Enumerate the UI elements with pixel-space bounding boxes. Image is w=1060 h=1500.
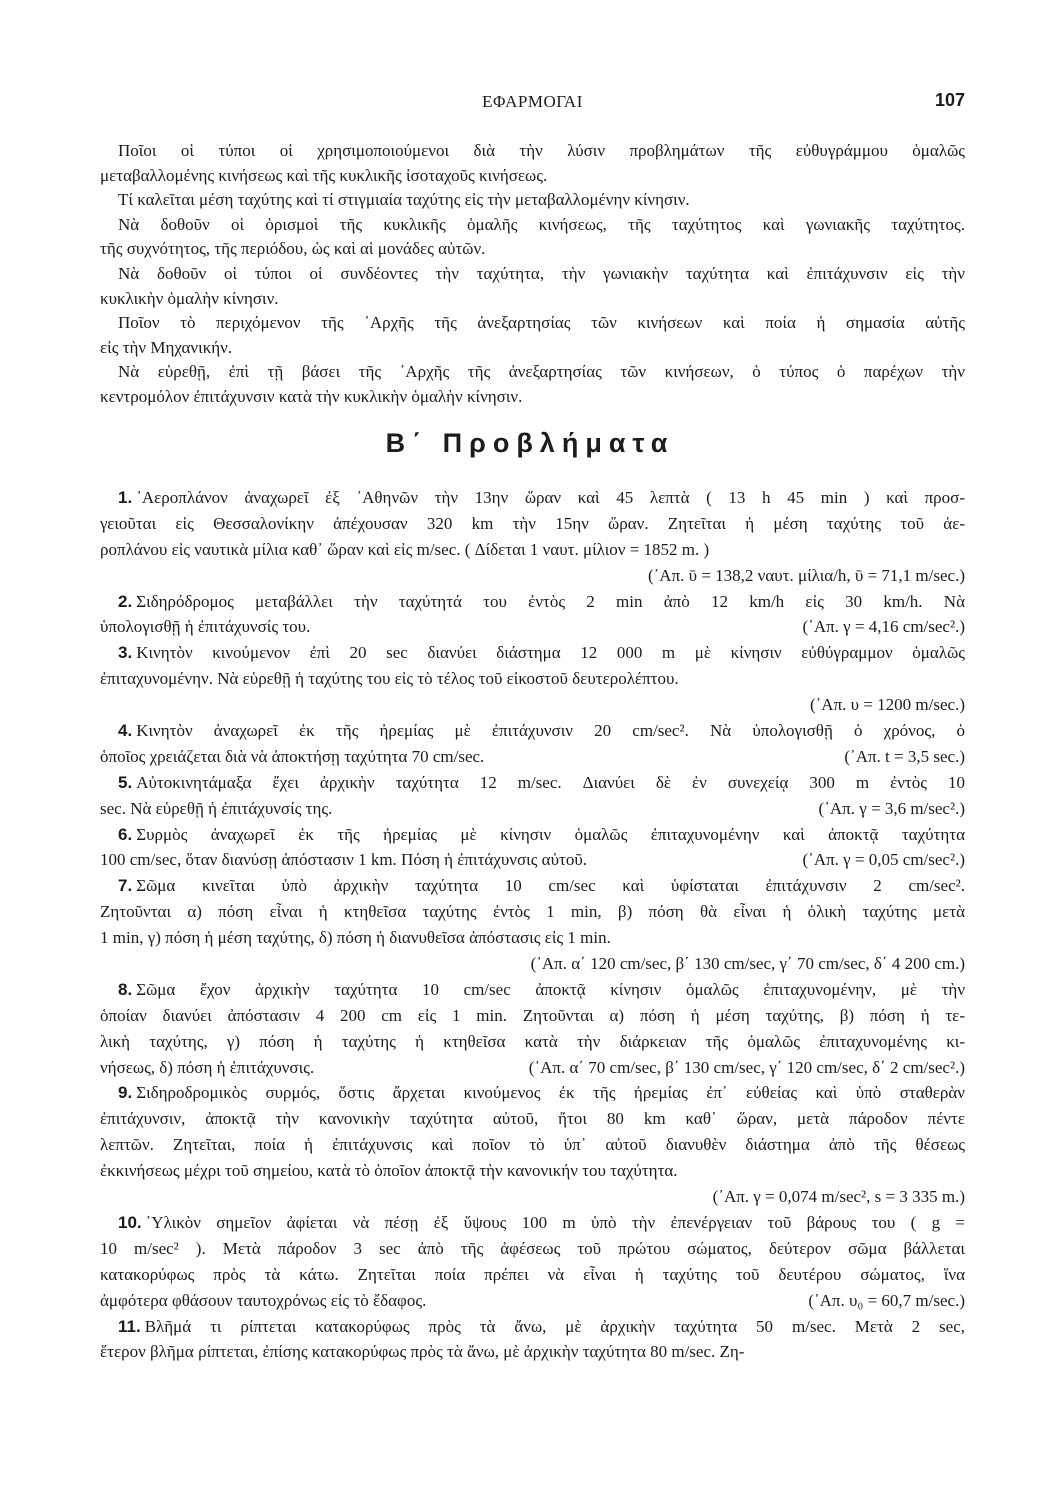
section-title: Β΄ Προβλήματα <box>385 428 675 458</box>
problem-text: ὑπολογισθῇ ἡ ἐπιτάχυνσίς του. <box>100 617 311 637</box>
problem-text: Συρμὸς ἀναχωρεῖ ἐκ τῆς ἠρεμίας μὲ κίνησιν ὁμαλῶς ἐπιταχυνομένην καὶ ἀποκτᾷ ταχύτητα <box>136 824 965 844</box>
running-title: ΕΦΑΡΜΟΓΑΙ <box>482 92 583 111</box>
problem-text: ᾿Αεροπλάνον ἀναχωρεῖ ἐξ ᾿Αθηνῶν τὴν 13ην ὥραν καὶ 45 λεπτὰ ( 13 h 45 min ) καὶ προσ- <box>136 488 965 507</box>
text-line <box>100 692 965 718</box>
problem-text: Σιδηρόδρομος μεταβάλλει τὴν ταχύτητά του ἐντὸς 2 min ἀπὸ 12 km/h εἰς 30 km/h. Νὰ <box>136 591 965 611</box>
problem-item <box>100 770 965 822</box>
text-line <box>100 666 965 692</box>
text-line: εἰς τὴν Μηχανικήν. <box>100 337 233 357</box>
text-line <box>100 1132 965 1158</box>
problem-text: ῾Υλικὸν σημεῖον ἀφίεται νὰ πέσῃ ἐξ ὕψους 100 m ὑπὸ τὴν ἐπενέργειαν τοῦ βάρους του ( g = <box>145 1212 965 1232</box>
text-line <box>100 1236 965 1262</box>
answer: (᾿Απ. γ = 0,05 cm/sec².) <box>802 850 965 870</box>
text-line: τῆς συχνότητος, τῆς περιόδου, ὡς καὶ αἱ μονάδες αὐτῶν. <box>100 239 486 259</box>
problem-text: λικὴ ταχύτης, γ) πόση ἡ ταχύτης ἡ κτηθεῖσα κατὰ τὴν διάρκειαν τῆς ὁμαλῶς ἐπιταχυνομένης κι- <box>100 1031 965 1051</box>
text-line <box>100 1003 965 1029</box>
problem-text: Ζητοῦνται α) πόση εἶναι ἡ κτηθεῖσα ταχύτης ἐντὸς 1 min, β) πόση θὰ εἶναι ἡ ὁλικὴ ταχύτης μετὰ <box>100 902 965 922</box>
text-line <box>100 744 965 770</box>
problem-text: Αὐτοκινητάμαξα ἔχει ἀρχικὴν ταχύτητα 12 m/sec. Διανύει δὲ ἐν συνεχείᾳ 300 m ἐντὸς 10 <box>136 772 965 792</box>
answer: (᾿Απ. γ = 0,074 m/sec², s = 3 335 m.) <box>712 1187 965 1207</box>
text-line <box>100 1184 965 1210</box>
problem-text: λεπτῶν. Ζητεῖται, ποία ἡ ἐπιτάχυνσις καὶ ποῖον τὸ ὑπ᾿ αὐτοῦ διανυθὲν διάστημα ἀπὸ τῆς θέσεως <box>100 1135 965 1155</box>
problem-item <box>100 822 965 874</box>
problem-text: Κινητὸν ἀναχωρεῖ ἐκ τῆς ἠρεμίας μὲ ἐπιτάχυνσιν 20 cm/sec². Νὰ ὑπολογισθῇ ὁ χρόνος, ὁ <box>136 721 965 741</box>
text-line <box>100 847 965 873</box>
problem-text: 10 m/sec² ). Μετὰ πάροδον 3 sec ἀπὸ τῆς ἀφέσεως τοῦ πρώτου σώματος, δεύτερον σῶμα βάλλεται <box>100 1238 965 1258</box>
question-paragraph <box>100 188 965 213</box>
problem-number: 10. <box>118 1212 142 1232</box>
problem-text: νήσεως, δ) πόση ἡ ἐπιτάχυνσις. <box>100 1057 315 1077</box>
answer: (᾿Απ. α΄ 120 cm/sec, β΄ 130 cm/sec, γ΄ 70 cm/sec, δ΄ 4 200 cm.) <box>530 954 965 974</box>
text-line <box>100 1029 965 1055</box>
text-line <box>100 925 965 951</box>
text-line <box>100 1210 965 1236</box>
problem-text: κατακορύφως πρὸς τὰ κάτω. Ζητεῖται ποία πρέπει νὰ εἶναι ἡ ταχύτης τοῦ δευτέρου σώματος, ἵνα <box>100 1264 965 1284</box>
text-line: κεντρομόλον ἐπιτάχυνσιν κατὰ τὴν κυκλικὴν ὁμαλὴν κίνησιν. <box>100 386 523 406</box>
problems-list <box>100 485 965 1365</box>
text-line <box>100 796 965 822</box>
text-line <box>100 1339 965 1365</box>
answer: (᾿Απ. α΄ 70 cm/sec, β΄ 130 cm/sec, γ΄ 120 cm/sec, δ΄ 2 cm/sec².) <box>528 1057 965 1077</box>
text-line <box>100 951 965 977</box>
answer: (᾿Απ. γ = 4,16 cm/sec².) <box>802 617 965 637</box>
text-line: Νὰ εὑρεθῇ, ἐπὶ τῇ βάσει τῆς ᾿Αρχῆς τῆς ἀνεξαρτησίας τῶν κινήσεων, ὁ τύπος ὁ παρέχων τὴν <box>118 362 965 382</box>
problem-item <box>100 1080 965 1209</box>
problem-text: γειοῦται εἰς Θεσσαλονίκην ἀπέχουσαν 320 km τὴν 15ην ὥραν. Ζητεῖται ἡ μέση ταχύτης τοῦ ἀε- <box>100 513 965 533</box>
text-line: Ποῖον τὸ περιχόμενον τῆς ᾿Αρχῆς τῆς ἀνεξαρτησίας τῶν κινήσεων καὶ ποία ἡ σημασία αὐτῆς <box>118 313 965 333</box>
text-line <box>100 511 965 537</box>
problem-text: ροπλάνου εἰς ναυτικὰ μίλια καθ᾿ ὥραν καὶ εἰς m/sec. ( Δίδεται 1 ναυτ. μίλιον = 1852 m. ) <box>100 539 710 559</box>
answer: (᾿Απ. t = 3,5 sec.) <box>844 746 965 766</box>
review-questions <box>100 139 965 410</box>
problem-number: 11. <box>118 1316 141 1336</box>
text-line <box>100 1080 965 1106</box>
text-line <box>100 485 965 511</box>
text-line <box>100 718 965 744</box>
problem-text: ἐκκινήσεως μέχρι τοῦ σημείου, κατὰ τὸ ὁποῖον ἀποκτᾷ τὴν κανονικήν του ταχύτητα. <box>100 1161 678 1181</box>
problem-number: 2. <box>118 591 133 611</box>
problem-text: ἐπιταχυνομένην. Νὰ εὑρεθῇ ἡ ταχύτης του εἰς τὸ τέλος τοῦ εἰκοστοῦ δευτερολέπτου. <box>100 669 679 689</box>
problem-text: Βλῆμά τι ρίπτεται κατακορύφως πρὸς τὰ ἄνω, μὲ ἀρχικὴν ταχύτητα 50 m/sec. Μετὰ 2 sec, <box>144 1316 965 1336</box>
problem-item <box>100 1210 965 1314</box>
answer: (᾿Απ. ῡ = 138,2 ναυτ. μίλια/h, ῡ = 71,1 m/sec.) <box>647 565 965 585</box>
question-paragraph <box>100 262 965 311</box>
problem-item <box>100 640 965 718</box>
problem-item <box>100 485 965 589</box>
problem-text: Σῶμα κινεῖται ὑπὸ ἀρχικὴν ταχύτητα 10 cm/sec καὶ ὑφίσταται ἐπιτάχυνσιν 2 cm/sec². <box>136 876 965 896</box>
answer: (᾿Απ. υ = 1200 m/sec.) <box>809 695 965 715</box>
problem-number: 3. <box>118 643 133 663</box>
text-line <box>100 614 965 640</box>
problem-text: Κινητὸν κινούμενον ἐπὶ 20 sec διανύει διάστημα 12 000 m μὲ κίνησιν εὐθύγραμμον ὁμαλῶς <box>136 643 965 663</box>
problem-text: ἐπιτάχυνσιν, ἀποκτᾷ τὴν κανονικὴν ταχύτητα αὐτοῦ, ἤτοι 80 km καθ᾿ ὥραν, μετὰ πάροδον πέντε <box>100 1109 965 1129</box>
question-paragraph <box>100 360 965 409</box>
text-line <box>100 640 965 666</box>
problem-text: 1 min, γ) πόση ἡ μέση ταχύτης, δ) πόση ἡ διανυθεῖσα ἀπόστασις εἰς 1 min. <box>100 928 611 948</box>
problem-text: Σιδηροδρομικὸς συρμός, ὅστις ἄρχεται κινούμενος ἐκ τῆς ἠρεμίας ἐπ᾿ εὐθείας καὶ ὑπὸ σταθερὰν <box>136 1083 965 1103</box>
problem-text: Σῶμα ἔχον ἀρχικὴν ταχύτητα 10 cm/sec ἀποκτᾷ κίνησιν ὁμαλῶς ἐπιταχυνομένην, μὲ τὴν <box>136 979 965 999</box>
page-header <box>100 88 965 118</box>
text-line <box>100 589 965 615</box>
problem-item <box>100 718 965 770</box>
problem-text: ὁποίαν διανύει ἀπόστασιν 4 200 cm εἰς 1 min. Ζητοῦνται α) πόση ἡ μέση ταχύτης, β) πόση ἡ τε- <box>100 1005 965 1025</box>
text-line <box>100 1106 965 1132</box>
problem-number: 8. <box>118 979 133 999</box>
problem-text: 100 cm/sec, ὅταν διανύσῃ ἀπόστασιν 1 km. Πόση ἡ ἐπιτάχυνσις αὐτοῦ. <box>100 850 588 870</box>
text-line <box>100 1262 965 1288</box>
text-line <box>100 563 965 589</box>
problem-number: 5. <box>118 772 133 792</box>
text-line: μεταβαλλομένης κινήσεως καὶ τῆς κυκλικῆς ἰσοταχοῦς κινήσεως. <box>100 165 548 185</box>
text-line <box>100 1055 965 1081</box>
problem-number: 7. <box>118 876 133 896</box>
text-line: Νὰ δοθοῦν οἱ τύποι οἱ συνδέοντες τὴν ταχύτητα, τὴν γωνιακὴν ταχύτητα καὶ ἐπιτάχυνσιν εἰς τὴν <box>118 263 965 283</box>
text-line <box>100 873 965 899</box>
problem-item <box>100 1314 965 1366</box>
page-number: 107 <box>934 90 965 110</box>
answer: (᾿Απ. γ = 3,6 m/sec².) <box>818 798 965 818</box>
text-line <box>100 822 965 848</box>
text-line <box>100 770 965 796</box>
answer: (᾿Απ. υ₀ = 60,7 m/sec.) <box>808 1290 965 1310</box>
problem-number: 4. <box>118 721 133 741</box>
text-line <box>100 977 965 1003</box>
question-paragraph <box>100 139 965 188</box>
text-line <box>100 899 965 925</box>
question-paragraph <box>100 311 965 360</box>
problem-item <box>100 977 965 1081</box>
problem-text: sec. Νὰ εὑρεθῇ ἡ ἐπιτάχυνσίς της. <box>100 798 333 818</box>
problem-text: ἕτερον βλῆμα ρίπτεται, ἐπίσης κατακορύφως πρὸς τὰ ἄνω, μὲ ἀρχικὴν ταχύτητα 80 m/sec. Ζη- <box>100 1342 745 1362</box>
problem-text: ὁποῖος χρειάζεται διὰ νὰ ἀποκτήσῃ ταχύτητα 70 cm/sec. <box>100 746 485 766</box>
problem-item <box>100 589 965 641</box>
problem-number: 6. <box>118 824 133 844</box>
text-line: Τί καλεῖται μέση ταχύτης καὶ τί στιγμιαία ταχύτης εἰς τὴν μεταβαλλομένην κίνησιν. <box>118 190 690 210</box>
text-line: Ποῖοι οἱ τύποι οἱ χρησιμοποιούμενοι διὰ τὴν λύσιν προβλημάτων τῆς εὐθυγράμμου ὁμαλῶς <box>118 141 965 160</box>
text-line <box>100 1288 965 1314</box>
text-line <box>100 1158 965 1184</box>
question-paragraph <box>100 213 965 262</box>
text-line <box>100 1314 965 1340</box>
text-line <box>100 537 965 563</box>
problem-number: 9. <box>118 1083 133 1103</box>
text-line: Νὰ δοθοῦν οἱ ὁρισμοὶ τῆς κυκλικῆς ὁμαλῆς κινήσεως, τῆς ταχύτητος καὶ γωνιακῆς ταχύτητος. <box>118 214 965 234</box>
problem-text: ἀμφότερα φθάσουν ταυτοχρόνως εἰς τὸ ἔδαφος. <box>100 1290 427 1310</box>
text-line: κυκλικὴν ὁμαλὴν κίνησιν. <box>100 288 279 308</box>
problem-number: 1. <box>118 488 133 507</box>
problem-item <box>100 873 965 977</box>
